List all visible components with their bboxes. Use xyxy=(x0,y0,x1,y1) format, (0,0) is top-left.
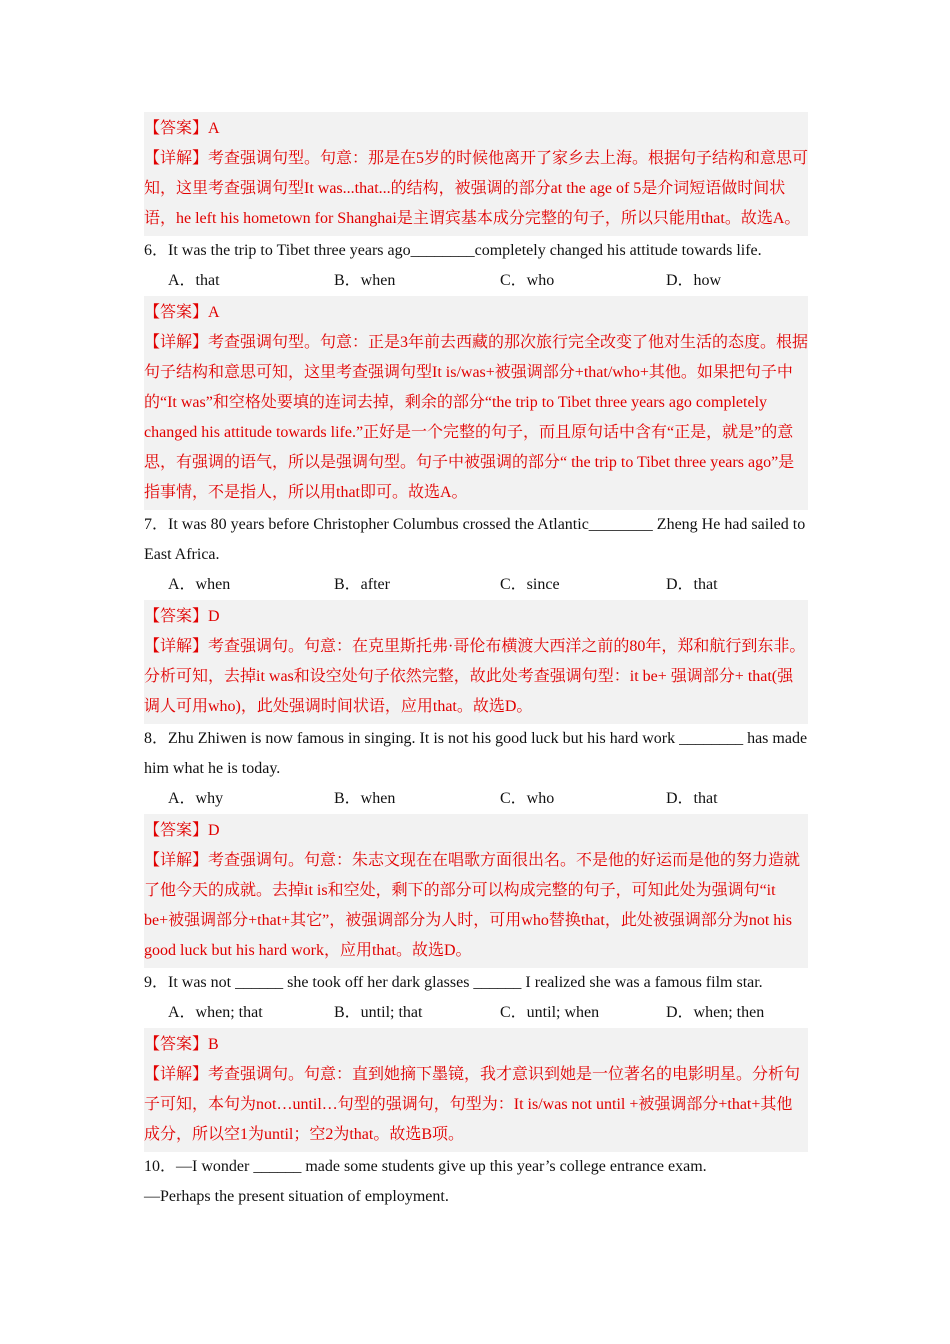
option-b: B．after xyxy=(334,576,390,593)
question-9: 9．It was not ______ she took off her dark glasses ______ I realized she was a famous film star. xyxy=(144,974,763,991)
option-a: A．why xyxy=(168,790,224,807)
option-b: B．when xyxy=(334,272,396,289)
option-b: B．when xyxy=(334,790,396,807)
answer-q7: 【答案】D xyxy=(144,608,220,625)
option-d: D．when; then xyxy=(666,1004,765,1021)
answer-block-q8 xyxy=(144,814,808,968)
explanation-q6: 【详解】考查强调句型。句意：正是3年前去西藏的那次旅行完全改变了他对生活的态度。根据句子结构和意思可知，这里考查强调句型It is/was+被强调部分+that/who+其他。如果把句子中的“It was”和空格处要填的连词去掉，剩余的部分“the trip to Tibet three years ago completely changed his attitude towards life.”正好是一个完整的句子，而且原句话中含有“正是，就是”的意思，有强调的语气，所以是强调句型。句子中被强调的部分“ the trip to Tibet three years ago”是指事情，不是指人，所以用that即可。故选A。 xyxy=(144,334,809,501)
answer-q8: 【答案】D xyxy=(144,822,220,839)
explanation-q8: 【详解】考查强调句。句意：朱志文现在在唱歌方面很出名。不是他的好运而是他的努力造就了他今天的成就。去掉it is和空处，剩下的部分可以构成完整的句子，可知此处为强调句“it be+被强调部分+that+其它”，被强调部分为人时，可用who替换that，此处被强调部分为not his good luck but his hard work，应用that。故选D。 xyxy=(144,852,801,959)
options-q8 xyxy=(144,784,808,814)
option-c: C．until; when xyxy=(500,1004,600,1021)
option-c: C．who xyxy=(500,272,555,289)
answer-q9: 【答案】B xyxy=(144,1036,219,1053)
reply-10: —Perhaps the present situation of employment. xyxy=(144,1188,449,1205)
answer-block-q9 xyxy=(144,1028,808,1152)
answer-q6: 【答案】A xyxy=(144,304,220,321)
options-q9 xyxy=(144,998,808,1028)
question-10: 10．—I wonder ______ made some students give up this year’s college entrance exam. xyxy=(144,1158,707,1175)
option-a: A．that xyxy=(168,272,220,289)
content-column xyxy=(144,112,808,1212)
option-a: A．when xyxy=(168,576,231,593)
explanation-q9: 【详解】考查强调句。句意：直到她摘下墨镜，我才意识到她是一位著名的电影明星。分析句子可知，本句为not…until…句型的强调句，句型为：It is/was not until +被强调部分+that+其他成分，所以空1为until；空2为that。故选B项。 xyxy=(144,1066,801,1143)
question-7: 7．It was 80 years before Christopher Columbus crossed the Atlantic________ Zheng He had sailed to East Africa. xyxy=(144,516,806,563)
option-c: C．who xyxy=(500,790,555,807)
options-q7 xyxy=(144,570,808,600)
answer-block-q7 xyxy=(144,600,808,724)
option-d: D．that xyxy=(666,576,718,593)
options-q6 xyxy=(144,266,808,296)
answer-block-q6 xyxy=(144,296,808,510)
option-d: D．how xyxy=(666,272,722,289)
option-c: C．since xyxy=(500,576,560,593)
question-6: 6．It was the trip to Tibet three years ago________completely changed his attitude towards life. xyxy=(144,242,762,259)
question-8: 8．Zhu Zhiwen is now famous in singing. It is not his good luck but his hard work ________ has made him what he is today. xyxy=(144,730,808,777)
option-b: B．until; that xyxy=(334,1004,423,1021)
explanation-q5: 【详解】考查强调句型。句意：那是在5岁的时候他离开了家乡去上海。根据句子结构和意思可知，这里考查强调句型It was...that...的结构，被强调的部分at the age of 5是介词短语做时间状语，he left his hometown for Shanghai是主谓宾基本成分完整的句子，所以只能用that。故选A。 xyxy=(144,150,809,227)
answer-q5: 【答案】A xyxy=(144,120,220,137)
answer-block-q5 xyxy=(144,112,808,236)
option-a: A．when; that xyxy=(168,1004,263,1021)
option-d: D．that xyxy=(666,790,718,807)
explanation-q7: 【详解】考查强调句。句意：在克里斯托弗·哥伦布横渡大西洋之前的80年，郑和航行到东非。分析可知，去掉it was和设空处句子依然完整，故此处考查强调句型：it be+ 强调部分+ that(强调人可用who)，此处强调时间状语，应用that。故选D。 xyxy=(144,638,806,715)
